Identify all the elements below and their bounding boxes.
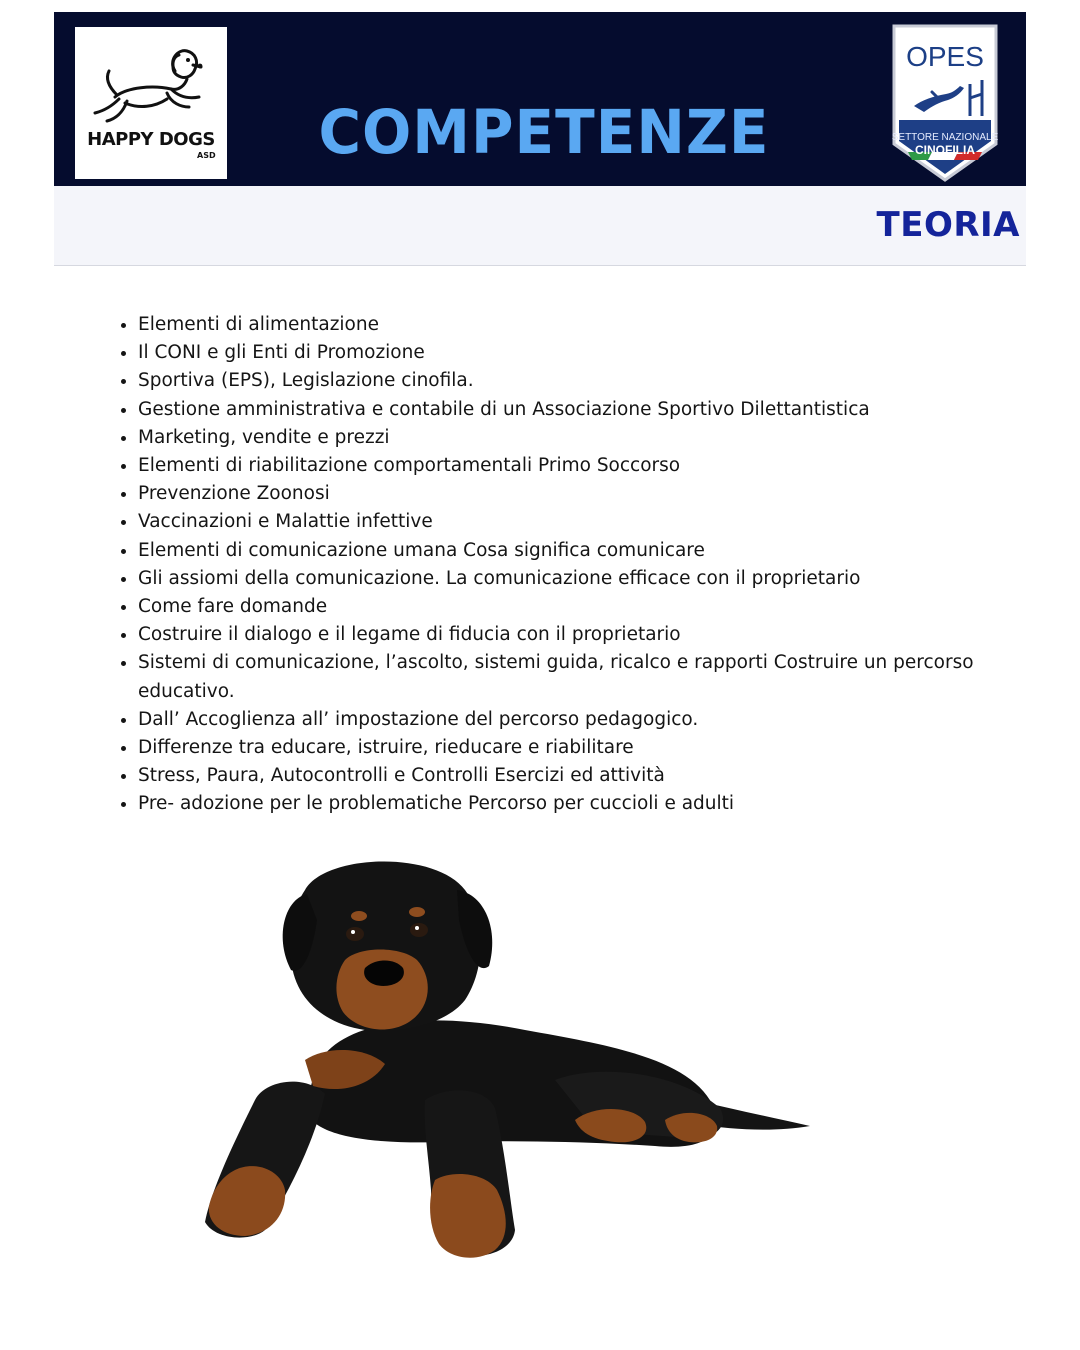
list-item: • Vaccinazioni e Malattie infettive [138,508,1038,536]
subheader-bar [54,186,1026,266]
list-item: • Elementi di alimentazione [138,311,1038,339]
happy-dogs-logo [75,27,227,179]
list-item: • Il CONI e gli Enti di Promozione [138,339,1038,367]
badge-title: OPES [906,41,984,72]
page-title: COMPETENZE [318,96,770,168]
logo-brand-name: HAPPY DOGS [87,129,215,150]
topics-list [114,311,1038,819]
list-item: • Elementi di riabilitazione comportamentali Primo Soccorso [138,452,1038,480]
list-item: • Differenze tra educare, istruire, rieducare e riabilitare [138,734,1038,762]
list-item: • Costruire il dialogo e il legame di fiducia con il proprietario [138,621,1038,649]
badge-line2: CINOFILIA [915,143,975,157]
list-item: • Gli assiomi della comunicazione. La comunicazione efficace con il proprietario [138,565,1038,593]
list-item: • Sistemi di comunicazione, l’ascolto, sistemi guida, ricalco e rapporti Costruire un percorso educativo. [138,649,1038,705]
section-label: TEORIA [876,205,1020,245]
list-item: • Stress, Paura, Autocontrolli e Controlli Esercizi ed attività [138,762,1038,790]
list-item: • Prevenzione Zoonosi [138,480,1038,508]
header-banner [54,12,1026,186]
jumping-dog-icon [75,27,227,137]
logo-brand-sub: ASD [197,151,216,160]
badge-line1: SETTORE NAZIONALE [891,132,999,143]
opes-badge [888,20,1008,186]
list-item: • Dall’ Accoglienza all’ impostazione del percorso pedagogico. [138,706,1038,734]
list-item: • Pre- adozione per le problematiche Percorso per cuccioli e adulti [138,790,1038,818]
list-item: • Marketing, vendite e prezzi [138,424,1038,452]
rottweiler-puppy-illustration [195,850,815,1270]
list-item: • Sportiva (EPS), Legislazione cinofila. [138,367,1038,395]
list-item: • Come fare domande [138,593,1038,621]
list-item: • Elementi di comunicazione umana Cosa significa comunicare [138,537,1038,565]
list-item: • Gestione amministrativa e contabile di un Associazione Sportivo Dilettantistica [138,396,1038,424]
